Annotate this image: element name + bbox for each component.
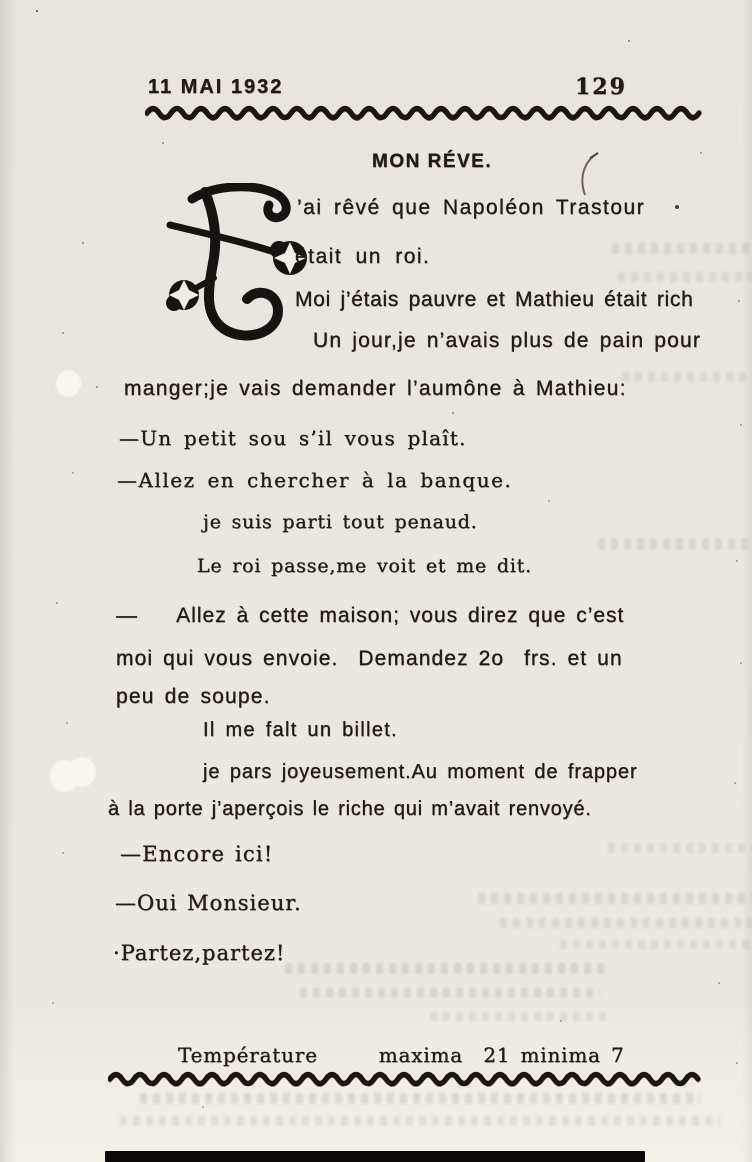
text-line: — Allez à cette maison; vous direz que c’est (116, 604, 625, 627)
text-line: ·Partez,partez! (113, 941, 286, 965)
header-date: 11 MAI 1932 (148, 76, 284, 98)
header-page-number: 129 (575, 74, 627, 100)
scan-edge-bar (105, 1151, 645, 1162)
text-line: —Oui Monsieur. (115, 891, 302, 915)
text-line: Il me falt un billet. (203, 719, 398, 741)
story-title: MON RÉVE. (372, 151, 493, 172)
dust-speckles (0, 0, 2, 2)
pen-stroke-mark (566, 150, 606, 198)
temperature-line: Température maxima 21 minima 7 (178, 1043, 625, 1067)
text-line: je suis parti tout penaud. (203, 511, 478, 533)
text-line: —Encore ici! (120, 842, 274, 866)
text-line: à la porte j’aperçois le riche qui m’avait renvoyé. (108, 798, 592, 820)
paper-white-spot (56, 370, 81, 397)
text-line: peu de soupe. (116, 685, 271, 708)
text-line: Un jour,je n’avais plus de pain pour (313, 329, 702, 352)
text-line: manger;je vais demander l’aumône à Mathieu: (124, 377, 627, 400)
text-line: moi qui vous envoie. Demandez 2o frs. et un (116, 647, 623, 670)
top-wavy-rule-ornament (145, 104, 711, 122)
text-line: était un roi. (295, 245, 431, 268)
text-line: —Allez en chercher à la banque. (117, 468, 513, 492)
text-line: ’ai rêvé que Napoléon Trastour (297, 196, 646, 219)
bottom-wavy-rule-ornament (108, 1070, 704, 1088)
paper-white-spot (68, 757, 96, 787)
text-line: Moi j’étais pauvre et Mathieu était rich (295, 288, 694, 311)
text-line: Le roi passe,me voit et me dit. (197, 555, 532, 577)
text-line: —Un petit sou s’il vous plaît. (119, 426, 467, 450)
text-line: je pars joyeusement.Au moment de frapper (203, 761, 638, 783)
